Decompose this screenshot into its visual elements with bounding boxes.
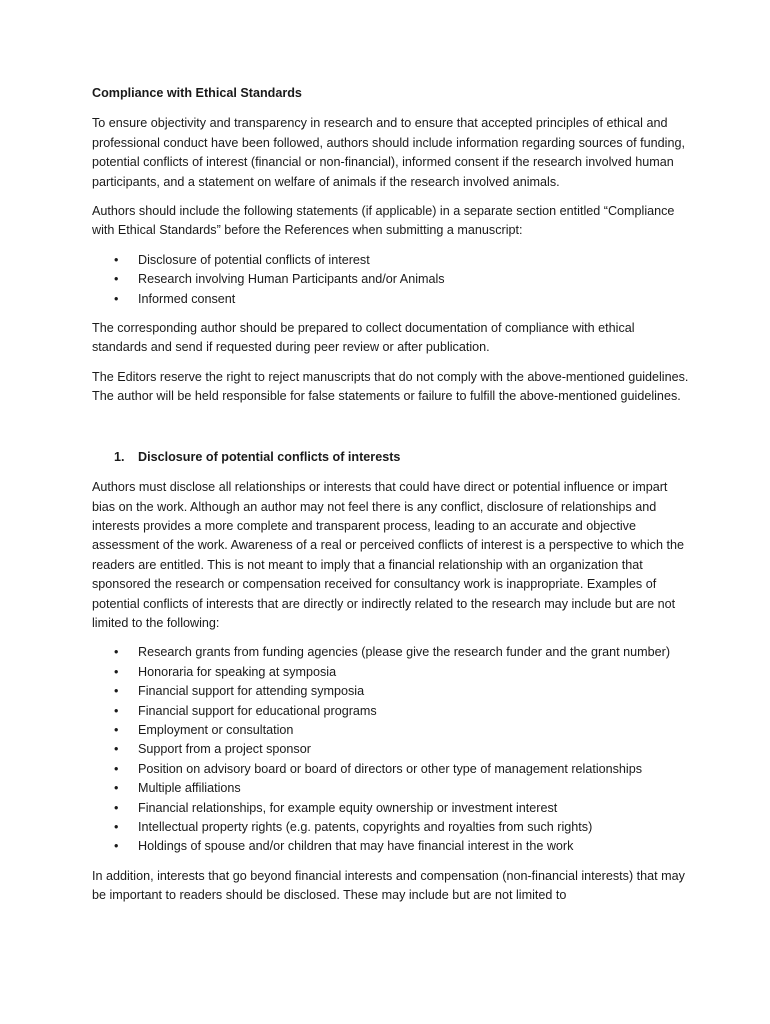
statements-intro-paragraph: Authors should include the following statements (if applicable) in a separate section entitled “Compliance with Ethical Standards” before the References when submitting a manuscript: xyxy=(92,204,675,238)
bullet-icon: • xyxy=(114,291,119,306)
non-financial-paragraph: In addition, interests that go beyond financial interests and compensation (non-financial interests) that may be important to readers should be disclosed. These may include but are not limited to xyxy=(92,868,685,903)
bullet-icon: • xyxy=(114,722,119,737)
document-title: Compliance with Ethical Standards xyxy=(92,86,302,100)
list-item-text: Employment or consultation xyxy=(138,722,294,737)
list-item-text: Research involving Human Participants and/or Animals xyxy=(138,272,445,287)
bullet-icon: • xyxy=(114,820,119,834)
list-item xyxy=(92,290,692,309)
list-item-text: Multiple affiliations xyxy=(138,781,241,796)
list-item-text: Position on advisory board or board of directors or other type of management relationships xyxy=(138,761,643,776)
list-item xyxy=(92,799,692,818)
section-1-body-paragraph: Authors must disclose all relationships or interests that could have direct or potential influence or impart bias on the work. Although an author may not feel there is any conflict, disclosure of relationships and interests provides a more complete and transparent process, leading to an accurate and objective assessment of the work. Awareness of a real or perceived conflicts of interest is a perspective to which the readers are entitled. This is not meant to imply that a financial relationship with an organization that sponsored the research or compensation received for consultancy work is inappropriate. Examples of potential conflicts of interests that are directly or indirectly related to the research may include but are not limited to the following: xyxy=(92,480,684,630)
list-item xyxy=(92,760,692,779)
list-item-text: Financial relationships, for example equity ownership or investment interest xyxy=(138,800,558,815)
bullet-icon: • xyxy=(114,645,119,660)
document-page xyxy=(92,84,692,916)
list-item-text: Holdings of spouse and/or children that may have financial interest in the work xyxy=(138,839,574,854)
bullet-icon: • xyxy=(114,800,119,815)
list-item xyxy=(92,740,692,759)
bullet-icon: • xyxy=(114,272,119,287)
list-item-text: Informed consent xyxy=(138,291,236,306)
conflict-examples-list xyxy=(92,643,692,856)
list-item-text: Support from a project sponsor xyxy=(138,742,311,757)
bullet-icon: • xyxy=(114,761,119,776)
bullet-icon: • xyxy=(114,742,119,757)
list-item xyxy=(92,779,692,798)
list-item-text: Financial support for educational programs xyxy=(138,703,377,718)
bullet-icon: • xyxy=(114,703,119,718)
list-item xyxy=(92,643,692,662)
list-item-text: Disclosure of potential conflicts of interest xyxy=(138,252,370,267)
bullet-icon: • xyxy=(114,839,119,854)
bullet-icon: • xyxy=(114,684,119,699)
list-item xyxy=(92,837,692,856)
intro-paragraph: To ensure objectivity and transparency in research and to ensure that accepted principles of ethical and professional conduct have been followed, authors should include information regarding sources of funding, potential conflicts of interest (financial or non-financial), informed consent if the research involved human participants, and a statement on welfare of animals if the research involved animals. xyxy=(92,116,685,189)
list-item xyxy=(92,251,692,270)
editors-paragraph: The Editors reserve the right to reject manuscripts that do not comply with the above-mentioned guidelines. The author will be held responsible for false statements or failure to fulfill the above-mentioned guidelines. xyxy=(92,369,689,404)
list-item-text: Honoraria for speaking at symposia xyxy=(138,664,337,679)
section-1-number: 1. xyxy=(114,449,125,464)
bullet-icon: • xyxy=(114,664,119,679)
list-item xyxy=(92,702,692,721)
bullet-icon: • xyxy=(114,781,119,796)
list-item-text: Intellectual property rights (e.g. patents, copyrights and royalties from such rights) xyxy=(138,820,593,834)
list-item-text: Research grants from funding agencies (please give the research funder and the grant number) xyxy=(138,645,671,660)
section-1-heading xyxy=(92,448,692,467)
list-item xyxy=(92,682,692,701)
section-1-title: Disclosure of potential conflicts of interests xyxy=(138,449,401,464)
bullet-icon: • xyxy=(114,252,119,267)
list-item-text: Financial support for attending symposia xyxy=(138,684,365,699)
statements-list xyxy=(92,251,692,309)
list-item xyxy=(92,721,692,740)
list-item xyxy=(92,270,692,289)
list-item xyxy=(92,818,692,837)
list-item xyxy=(92,663,692,682)
corresponding-author-paragraph: The corresponding author should be prepared to collect documentation of compliance with ethical standards and send if requested during peer review or after publication. xyxy=(92,321,635,355)
